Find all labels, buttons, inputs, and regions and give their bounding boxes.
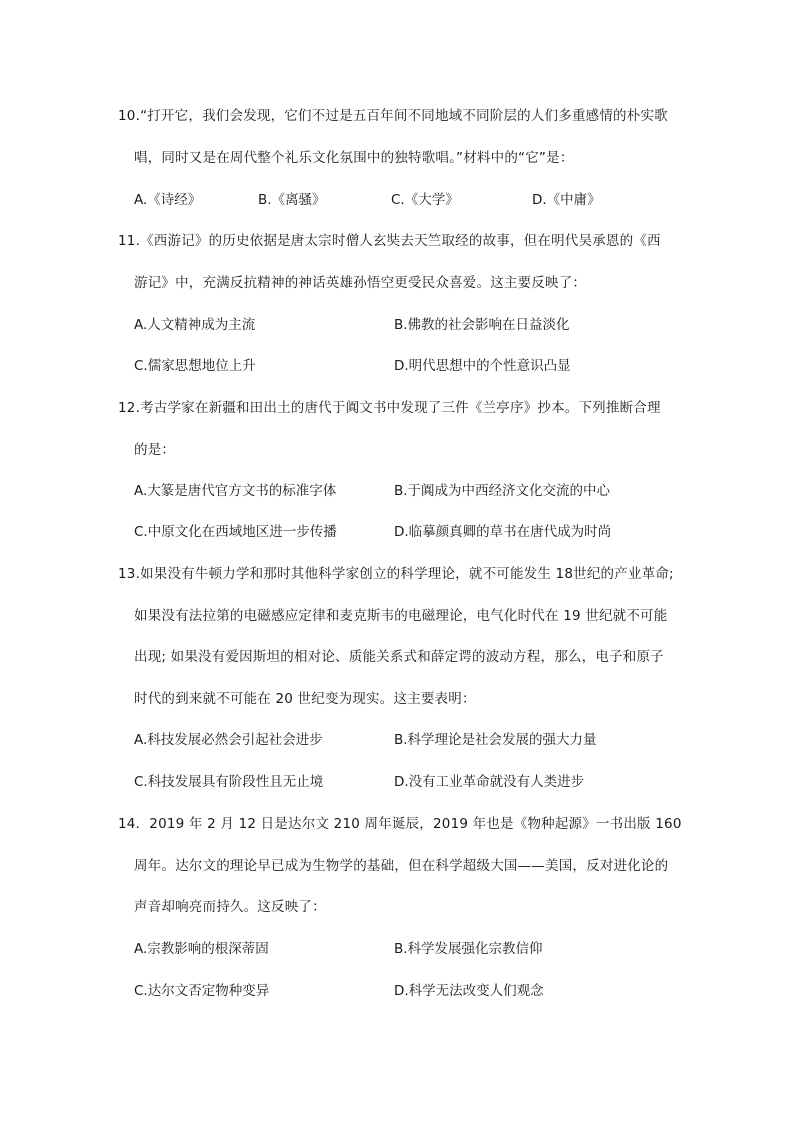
question-text-line: 唱，同时又是在周代整个礼乐文化氛围中的独特歌唱。”材料中的“它”是： (134, 150, 574, 166)
option-b: B.佛教的社会影响在日益淡化 (394, 317, 570, 333)
option-b: B.科学发展强化宗教信仰 (394, 941, 543, 957)
option-a: A.科技发展必然会引起社会进步 (134, 732, 323, 748)
question-text-line: 12.考古学家在新疆和田出土的唐代于阗文书中发现了三件《兰亭序》抄本。下列推断合理 (118, 400, 661, 416)
option-d: D.《中庸》 (532, 192, 601, 208)
question-text-line: 时代的到来就不可能在 20 世纪变为现实。这主要表明： (134, 691, 476, 707)
option-c: C.《大学》 (391, 192, 459, 208)
question-text-line: 声音却响亮而持久。这反映了： (134, 899, 326, 915)
option-d: D.明代思想中的个性意识凸显 (394, 358, 571, 374)
question-text-line: 11.《西游记》的历史依据是唐太宗时僧人玄奘去天竺取经的故事，但在明代吴承恩的《西 (118, 233, 661, 249)
option-c: C.中原文化在西域地区进一步传播 (134, 524, 337, 540)
option-a: A.大篆是唐代官方文书的标准字体 (134, 483, 337, 499)
option-d: D.没有工业革命就没有人类进步 (394, 774, 585, 790)
option-c: C.儒家思想地位上升 (134, 358, 256, 374)
option-c: C.达尔文否定物种变异 (134, 983, 270, 999)
question-text-line: 出现; 如果没有爱因斯坦的相对论、质能关系式和薛定谔的波动方程，那么，电子和原子 (134, 649, 664, 665)
question-text-line: 10.“打开它，我们会发现，它们不过是五百年间不同地域不同阶层的人们多重感情的朴实歌 (118, 108, 668, 124)
question-text-line: 游记》中，充满反抗精神的神话英雄孙悟空更受民众喜爱。这主要反映了： (134, 275, 587, 291)
option-c: C.科技发展具有阶段性且无止境 (134, 774, 324, 790)
option-d: D.科学无法改变人们观念 (394, 983, 544, 999)
question-text-line: 13.如果没有牛顿力学和那时其他科学家创立的科学理论，就不可能发生 18世纪的产业革命; (118, 566, 674, 582)
question-text-line: 周年。达尔文的理论早已成为生物学的基础，但在科学超级大国——美国，反对进化论的 (134, 858, 669, 874)
question-text-line: 14．2019 年 2 月 12 日是达尔文 210 周年诞辰，2019 年也是《物种起源》一书出版 160 (118, 816, 682, 832)
option-a: A.宗教影响的根深蒂固 (134, 941, 269, 957)
option-a: A.《诗经》 (134, 192, 202, 208)
option-b: B.于阗成为中西经济文化交流的中心 (394, 483, 611, 499)
option-a: A.人文精神成为主流 (134, 317, 256, 333)
option-b: B.科学理论是社会发展的强大力量 (394, 732, 597, 748)
option-b: B.《离骚》 (258, 192, 326, 208)
question-text-line: 的是： (134, 442, 176, 458)
question-text-line: 如果没有法拉第的电磁感应定律和麦克斯韦的电磁理论，电气化时代在 19 世纪就不可能 (134, 608, 668, 624)
option-d: D.临摹颜真卿的草书在唐代成为时尚 (394, 524, 612, 540)
